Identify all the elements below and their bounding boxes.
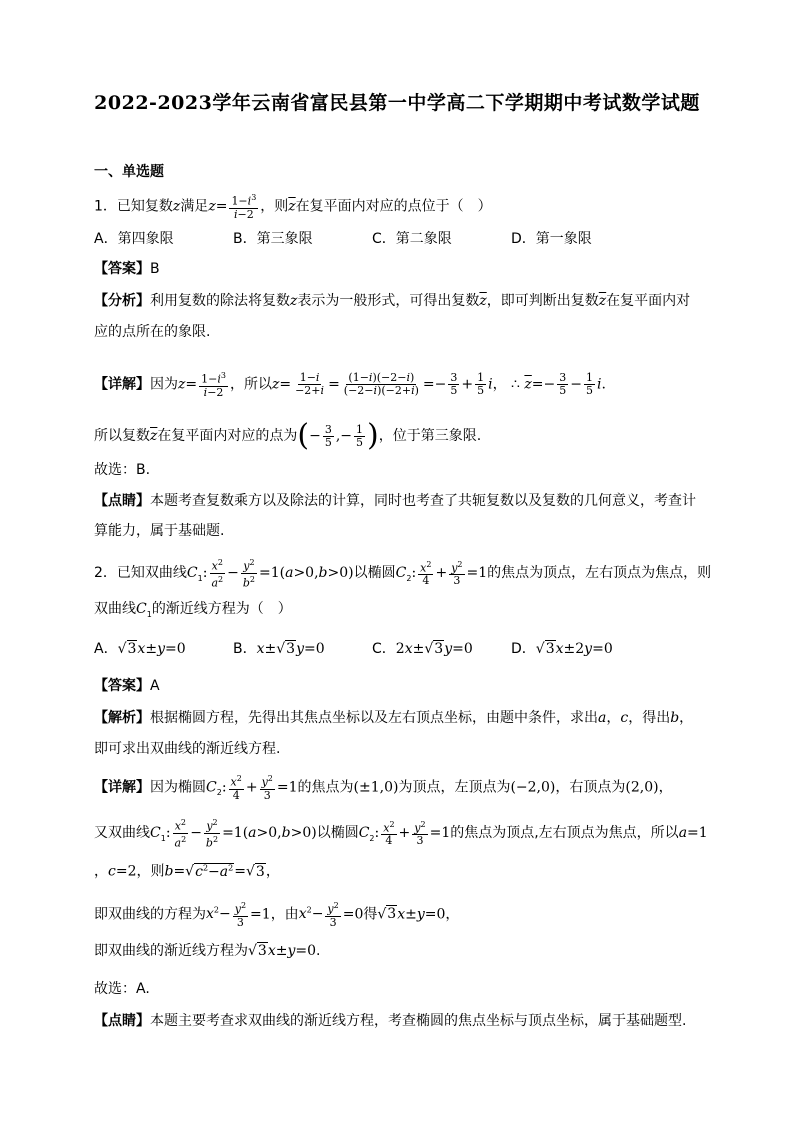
q1-analysis-cont: 应的点所在的象限. — [94, 324, 211, 340]
q2-choose: 故选：A. — [94, 981, 150, 997]
q1-choose: 故选：B. — [94, 462, 151, 478]
q2-option-c: C．2x±√3y=0 — [372, 641, 473, 657]
q1-detail: 【详解】因为z= $\frac{1-i^3}{i-2}$ ，所以z= $\frac{1-i}{-2+i}$ = $\frac{(1-i)(-2-i)}{(-2-i)(-2+i)}$ =− $\frac{3}{5}$ + $\frac{1}{5}$ i， ∴ $\overline{z}=-$ $\frac{3}{5}$ − $\frac{1}{5}$ i. — [94, 370, 606, 399]
q2-analysis: 【解析】根据椭圆方程，先得出其焦点坐标以及左右顶点坐标，由题中条件，求出a，c，得出b， — [94, 710, 694, 726]
section-heading: 一、单选题 — [94, 164, 164, 180]
q1-option-d: D．第一象限 — [511, 231, 592, 247]
q2-stem: 2．已知双曲线$C_1$: $\frac{x^2}{a^2}$ − $\frac{y^2}{b^2}$ =1(a>0,b>0)以椭圆$C_2$: $\frac{x^2}{4}$ + $\frac{y^2}{3}$ =1的焦点为顶点，左右顶点为焦点，则 — [94, 558, 712, 590]
q2-analysis-cont: 即可求出双曲线的渐近线方程. — [94, 741, 281, 757]
q1-option-b: B．第三象限 — [233, 231, 313, 247]
q2-comment: 【点睛】本题主要考查求双曲线的渐近线方程，考查椭圆的焦点坐标与顶点坐标，属于基础题型. — [94, 1013, 687, 1029]
q2-detail-2: 又双曲线$C_1$: $\frac{x^2}{a^2}$ − $\frac{y^2}{b^2}$ =1(a>0,b>0)以椭圆$C_2$: $\frac{x^2}{4}$ + $\frac{y^2}{3}$ =1的焦点为顶点,左右顶点为焦点，所以a=1 — [94, 818, 708, 850]
q1-analysis: 【分析】利用复数的除法将复数z表示为一般形式，可得出复数$\overline{z}$，即可判断出复数$\overline{z}$在复平面内对 — [94, 293, 691, 309]
q1-answer: 【答案】B — [94, 261, 160, 277]
q1-detail-cont: 所以复数$\overline{z}$在复平面内对应的点为(− $\frac{3}{5}$ ,− $\frac{1}{5}$ )，位于第三象限. — [94, 418, 482, 453]
q1-stem: 1．已知复数z满足z= $\frac{1-i^3}{i-2}$ ，则$\overline{z}$在复平面内对应的点位于（ ） — [94, 193, 492, 221]
q2-option-d: D．√3x±2y=0 — [511, 641, 613, 657]
q2-answer: 【答案】A — [94, 678, 160, 694]
q2-detail-3: ，c=2，则$b=√c^2-a^2=√3$， — [94, 863, 280, 880]
q1-options — [94, 229, 714, 249]
q2-options — [94, 639, 714, 659]
q1-comment: 【点睛】本题考查复数乘方以及除法的计算，同时也考查了共轭复数以及复数的几何意义，考查计 — [94, 493, 696, 509]
page-title: 2022-2023学年云南省富民县第一中学高二下学期期中考试数学试题 — [94, 92, 700, 114]
q2-stem-cont: 双曲线$C_1$的渐近线方程为（ ） — [94, 601, 292, 619]
q1-option-a: A．第四象限 — [94, 231, 174, 247]
q1-comment-cont: 算能力，属于基础题. — [94, 523, 225, 539]
q2-option-b: B．x±√3y=0 — [233, 641, 325, 657]
q2-detail: 【详解】因为椭圆$C_2$: $\frac{x^2}{4}$ + $\frac{y^2}{3}$ =1的焦点为(±1,0)为顶点，左顶点为(−2,0)，右顶点为(2,0)， — [94, 774, 673, 802]
q2-detail-4: 即双曲线的方程为$x^2-$ $\frac{y^2}{3}$ =1，由$x^2-$ $\frac{y^2}{3}$ =0得√3x±y=0， — [94, 901, 460, 929]
q2-option-a: A．√3x±y=0 — [94, 641, 186, 657]
q1-option-c: C．第二象限 — [372, 231, 452, 247]
q2-detail-5: 即双曲线的渐近线方程为√3x±y=0. — [94, 943, 321, 959]
